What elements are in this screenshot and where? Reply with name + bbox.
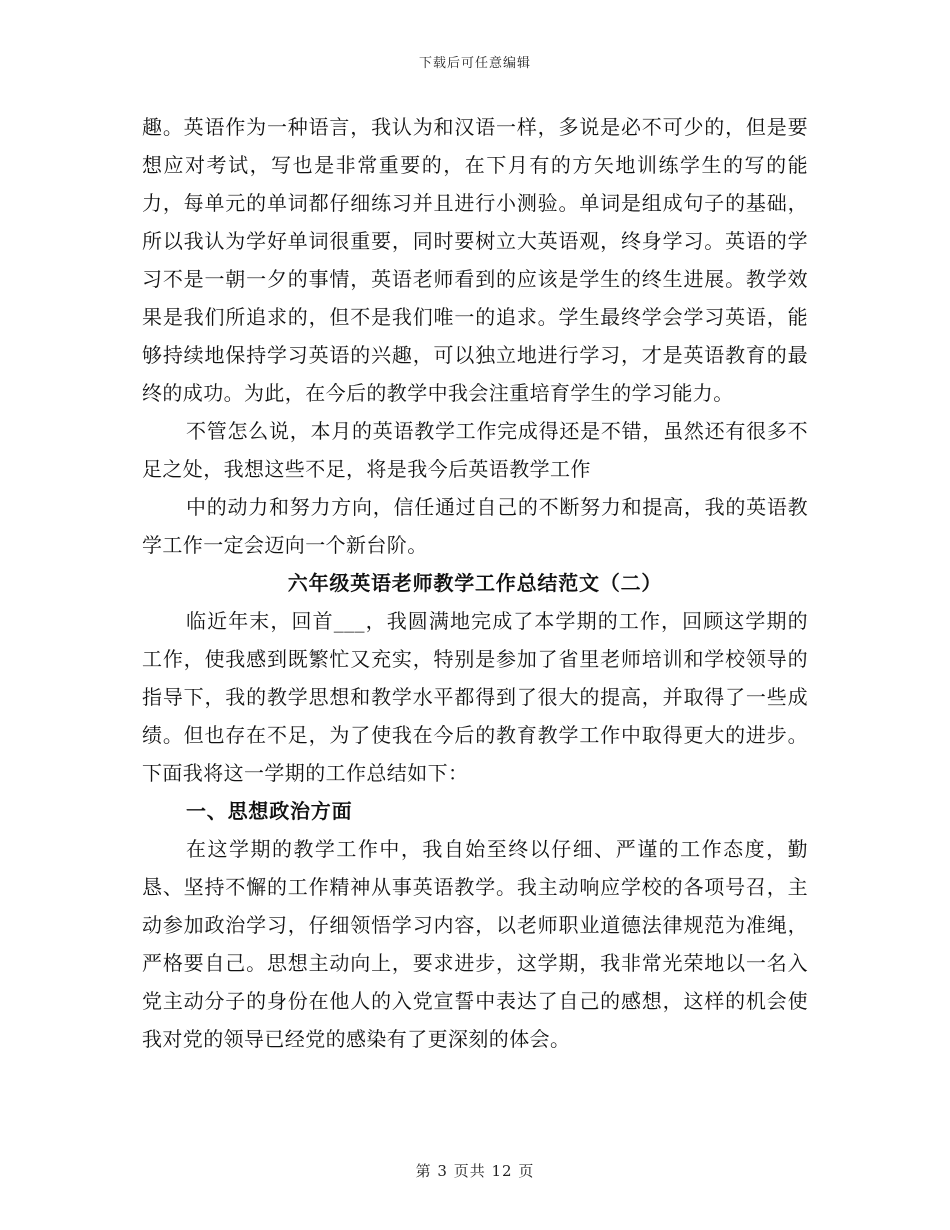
paragraph-conclusion-continued: 中的动力和努力方向，信任通过自己的不断努力和提高，我的英语教学工作一定会迈向一个新台阶。 <box>142 495 808 557</box>
page-header: 下载后可任意编辑 <box>418 56 531 71</box>
paragraph-politics: 在这学期的教学工作中，我自始至终以仔细、严谨的工作态度，勤恳、坚持不懈的工作精神从事英语教学。我主动响应学校的各项号召，主动参加政治学习，仔细领悟学习内容，以老师职业道德法律规范为准绳，严格要自己。思想主动向上，要求进步，这学期，我非常光荣地以一名入党主动分子的身份在他人的入党宣誓中表达了自己的感想，这样的机会使我对党的领导已经党的感染有了更深刻的体会。 <box>142 837 808 1051</box>
paragraph-continuation: 趣。英语作为一种语言，我认为和汉语一样，多说是必不可少的，但是要想应对考试，写也是非常重要的，在下月有的方矢地训练学生的写的能力，每单元的单词都仔细练习并且进行小测验。单词是组成句子的基础，所以我认为学好单词很重要，同时要树立大英语观，终身学习。英语的学习不是一朝一夕的事情，英语老师看到的应该是学生的终生进展。教学效果是我们所追求的，但不是我们唯一的追求。学生最终学会学习英语，能够持续地保持学习英语的兴趣，可以独立地进行学习，才是英语教育的最终的成功。为此，在今后的教学中我会注重培育学生的学习能力。 <box>142 115 808 405</box>
document-body <box>142 108 808 1058</box>
page-footer: 第 3 页共 12 页 <box>415 1162 535 1180</box>
paragraph-conclusion: 不管怎么说，本月的英语教学工作完成得还是不错，虽然还有很多不足之处，我想这些不足，将是我今后英语教学工作 <box>142 419 808 481</box>
subheading: 一、思想政治方面 <box>186 799 353 823</box>
section-title: 六年级英语老师教学工作总结范文（二） <box>287 571 663 595</box>
paragraph-intro: 临近年末，回首___，我圆满地完成了本学期的工作，回顾这学期的工作，使我感到既繁忙又充实，特别是参加了省里老师培训和学校领导的指导下，我的教学思想和教学水平都得到了很大的提高，并取得了一些成绩。但也存在不足，为了使我在今后的教育教学工作中取得更大的进步。下面我将这一学期的工作总结如下： <box>142 609 808 785</box>
